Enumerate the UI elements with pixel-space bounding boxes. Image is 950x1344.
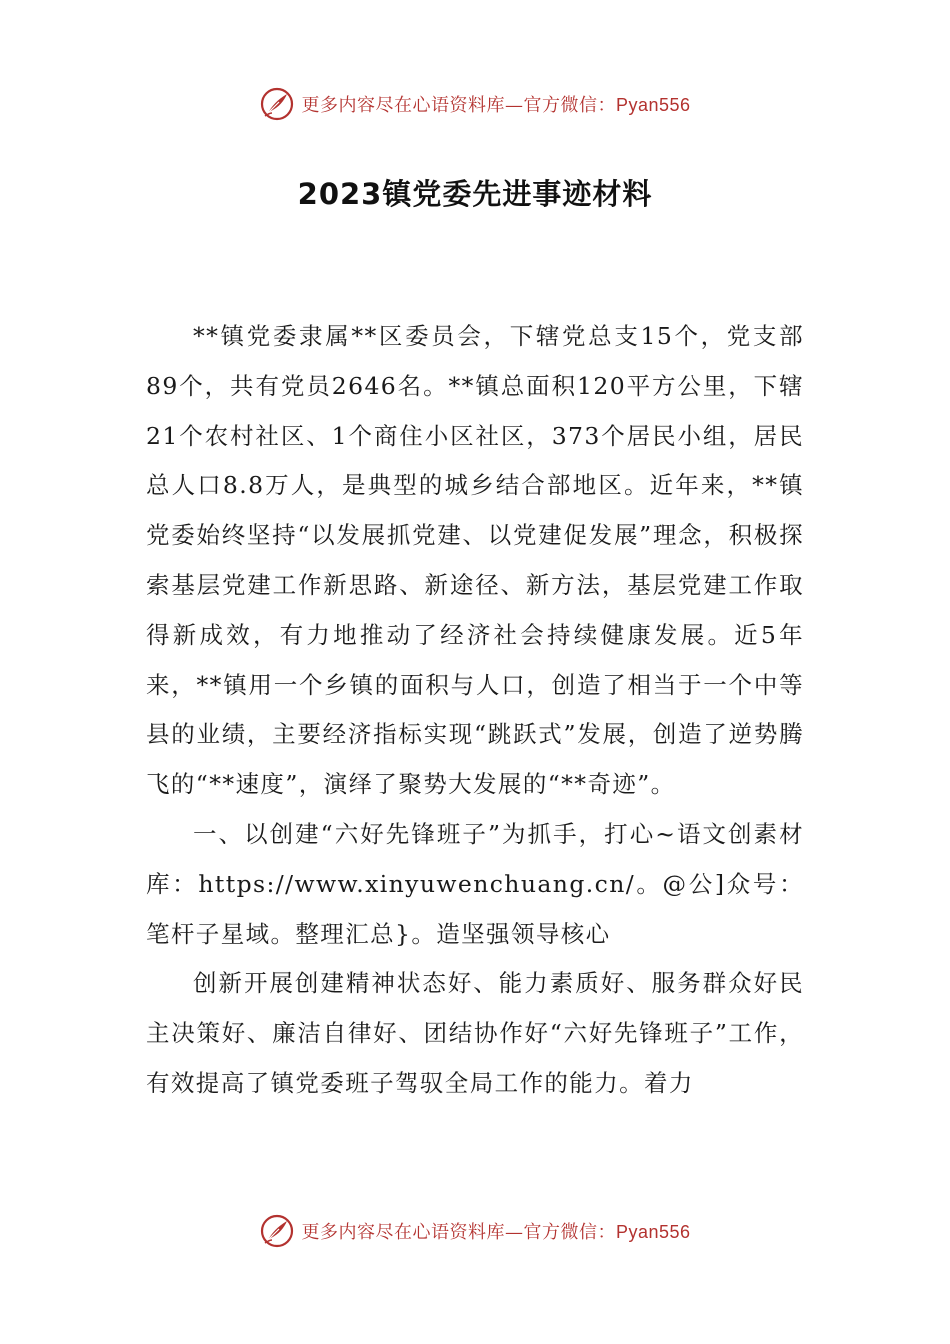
paragraph-section-heading: 一、以创建“六好先锋班子”为抓手，打心~语文创素材库：https://www.xinyuwenchuang.cn/。@公]众号：笔杆子星域。整理汇总}。造坚强领导核心 <box>146 819 804 948</box>
banner-text: 更多内容尽在心语资料库—官方微信：Pyan556 <box>301 1222 691 1243</box>
paragraph-intro: **镇党委隶属**区委员会，下辖党总支15个，党支部89个，共有党员2646名。**镇总面积120平方公里，下辖21个农村社区、1个商住小区社区，373个居民小组，居民总人口8.8万人，是典型的城乡结合部地区。近年来，**镇党委始终坚持“以发展抓党建、以党建促发展”理念，积极探索基层党建工作新思路、新途径、新方法，基层党建工作取得新成效，有力地推动了经济社会持续健康发展。近5年来，**镇用一个乡镇的面积与人口，创造了相当于一个中等县的业绩，主要经济指标实现“跳跃式”发展，创造了逆势腾飞的“**速度”，演绎了聚势大发展的“**奇迹”。 <box>146 322 804 799</box>
paragraph-body: 创新开展创建精神状态好、能力素质好、服务群众好民主决策好、廉洁自律好、团结协作好“六好先锋班子”工作，有效提高了镇党委班子驾驭全局工作的能力。着力 <box>146 969 804 1097</box>
wechat-id: Pyan556 <box>615 95 691 115</box>
banner-text: 更多内容尽在心语资料库—官方微信：Pyan556 <box>301 95 691 116</box>
page-title: 2023镇党委先进事迹材料 <box>297 177 653 211</box>
header-banner <box>0 84 950 124</box>
wechat-id: Pyan556 <box>615 1222 691 1242</box>
document-body <box>146 312 804 1109</box>
footer-banner <box>0 1211 950 1251</box>
quill-pen-logo-icon <box>259 86 295 122</box>
quill-pen-logo-icon <box>259 1213 295 1249</box>
